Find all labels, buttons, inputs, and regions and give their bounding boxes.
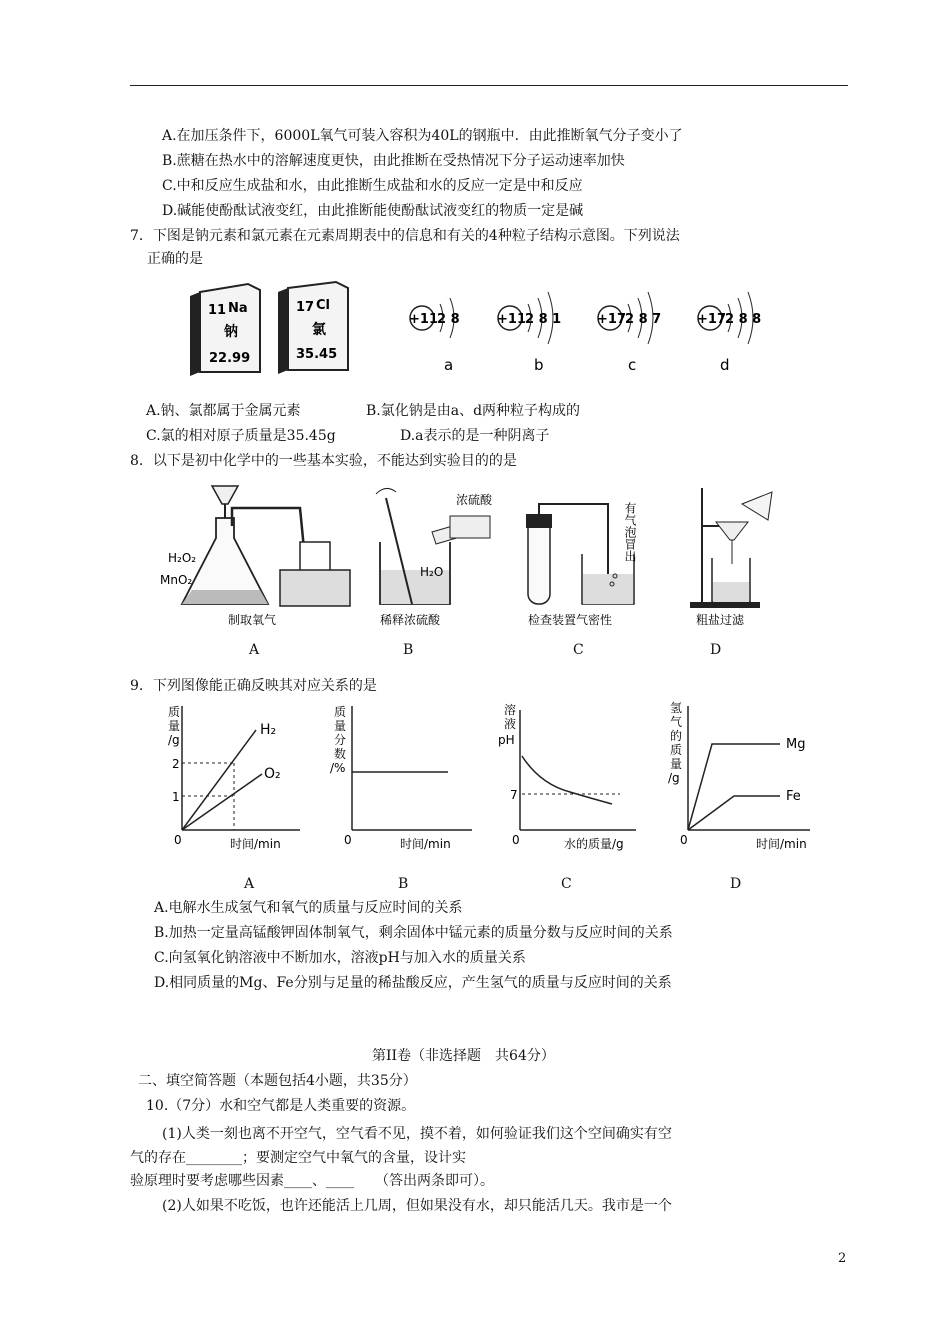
svg-text:的: 的 — [670, 729, 683, 743]
label-o2: O₂ — [264, 766, 281, 782]
element-card-cl — [278, 282, 348, 374]
experiment-d — [690, 488, 772, 627]
q9-letter-a: A — [244, 876, 255, 892]
particle-label-c: c — [628, 356, 637, 374]
q10-1-line1: (1)人类一刻也离不开空气，空气看不见，摸不着，如何验证我们这个空间确实有空 — [162, 1126, 672, 1142]
xlabel-d: 时间/min — [756, 837, 807, 851]
part2-title: 第II卷（非选择题 共64分） — [372, 1048, 555, 1064]
q8-letter-d: D — [710, 642, 722, 658]
caption-b: 稀释浓硫酸 — [380, 613, 441, 627]
q9-letter-d: D — [730, 876, 742, 892]
label-mg: Mg — [786, 737, 806, 752]
label-fe: Fe — [786, 789, 801, 804]
svg-text:/g: /g — [168, 733, 180, 747]
particle-label-b: b — [534, 356, 544, 374]
header-rule — [130, 85, 848, 86]
svg-text:+17: +17 — [697, 312, 726, 327]
svg-text:氢: 氢 — [670, 701, 683, 715]
xlabel-c: 水的质量/g — [564, 837, 624, 851]
q9-option-d: D.相同质量的Mg、Fe分别与足量的稀盐酸反应，产生氢气的质量与反应时间的关系 — [154, 975, 672, 991]
svg-text:2 8 8: 2 8 8 — [725, 312, 762, 327]
q9-option-a: A.电解水生成氢气和氧气的质量与反应时间的关系 — [154, 900, 463, 916]
q7-stem-line1: 7．下图是钠元素和氯元素在元素周期表中的信息和有关的4种粒子结构示意图。下列说法 — [130, 228, 680, 244]
svg-text:/g: /g — [668, 771, 680, 785]
graph-a — [168, 704, 300, 851]
na-mass: 22.99 — [209, 351, 251, 366]
svg-text:+11: +11 — [497, 312, 526, 327]
particle-d — [697, 292, 761, 374]
q6-option-d: D.碱能使酚酞试液变红，由此推断能使酚酞试液变红的物质一定是碱 — [162, 203, 584, 219]
svg-text:pH: pH — [498, 733, 515, 747]
page-number: 2 — [838, 1251, 847, 1266]
series-o2 — [182, 774, 262, 830]
graph-c — [498, 702, 636, 851]
q7-option-d: D.a表示的是一种阴离子 — [400, 428, 550, 444]
tick-1: 1 — [172, 790, 180, 804]
label-h2o2: H₂O₂ — [168, 551, 197, 565]
svg-text:0: 0 — [512, 833, 520, 847]
tick-0: 0 — [174, 833, 182, 847]
q10-stem: 10.（7分）水和空气都是人类重要的资源。 — [146, 1098, 416, 1114]
q7-option-a: A.钠、氯都属于金属元素 — [146, 403, 301, 419]
q7-figure — [188, 278, 778, 380]
element-card-na — [190, 284, 260, 376]
particle-label-a: a — [444, 356, 454, 374]
svg-text:量: 量 — [168, 719, 181, 733]
q9-option-c: C.向氢氧化钠溶液中不断加水，溶液pH与加入水的质量关系 — [154, 950, 526, 966]
xlabel-a: 时间/min — [230, 837, 281, 851]
q8-stem: 8．以下是初中化学中的一些基本实验，不能达到实验目的的是 — [130, 453, 517, 469]
q8-letter-a: A — [249, 642, 260, 658]
label-h2: H₂ — [260, 722, 277, 738]
particle-b — [497, 292, 561, 374]
caption-a: 制取氧气 — [228, 613, 277, 627]
svg-text:质: 质 — [334, 705, 347, 719]
graph-d — [668, 701, 810, 851]
na-symbol: Na — [228, 301, 248, 316]
svg-text:2 8 7: 2 8 7 — [625, 312, 662, 327]
caption-c: 检查装置气密性 — [528, 613, 613, 627]
q9-letter-c: C — [561, 876, 572, 892]
svg-text:分: 分 — [334, 733, 347, 747]
label-bubbles: 有气泡冒出 — [623, 502, 637, 562]
q9-stem: 9．下列图像能正确反映其对应关系的是 — [130, 678, 377, 694]
svg-text:2 8 1: 2 8 1 — [525, 312, 562, 327]
series-h2 — [182, 730, 256, 830]
tick-2: 2 — [172, 757, 180, 771]
q6-option-a: A.在加压条件下，6000L氧气可装入容积为40L的钢瓶中．由此推断氧气分子变小了 — [162, 128, 683, 144]
cl-name: 氯 — [312, 322, 326, 338]
q9-option-b: B.加热一定量高锰酸钾固体制氧气，剩余固体中锰元素的质量分数与反应时间的关系 — [154, 925, 673, 941]
q7-option-b: B.氯化钠是由a、d两种粒子构成的 — [366, 403, 581, 419]
series-ph — [522, 756, 612, 804]
q8-figure — [150, 478, 810, 658]
experiment-b — [376, 488, 493, 627]
svg-text:量: 量 — [670, 757, 683, 771]
xlabel-b: 时间/min — [400, 837, 451, 851]
q10-2-line1: (2)人如果不吃饭，也许还能活上几周，但如果没有水，却只能活几天。我市是一个 — [162, 1198, 672, 1214]
graph-b — [330, 704, 472, 851]
svg-text:溶: 溶 — [504, 703, 517, 717]
q7-option-c: C.氯的相对原子质量是35.45g — [146, 428, 336, 444]
q10-1-line3: 验原理时要考虑哪些因素____、____ （答出两条即可）。 — [130, 1173, 494, 1189]
na-number: 11 — [208, 303, 227, 318]
svg-text:+17: +17 — [597, 312, 626, 327]
series-mg — [688, 744, 780, 830]
particle-c — [597, 292, 661, 374]
q10-1-line2: 气的存在________；要测定空气中氧气的含量，设计实 — [130, 1150, 466, 1166]
label-conc-acid: 浓硫酸 — [456, 493, 493, 507]
na-name: 钠 — [224, 324, 238, 340]
svg-text:气: 气 — [670, 715, 683, 729]
svg-text:质: 质 — [168, 705, 181, 719]
q8-letter-c: C — [573, 642, 584, 658]
experiment-c — [526, 502, 637, 627]
experiment-a — [160, 486, 350, 627]
svg-text:/%: /% — [330, 761, 346, 775]
cl-symbol: Cl — [316, 298, 330, 313]
tick-7: 7 — [510, 788, 518, 802]
svg-text:0: 0 — [680, 833, 688, 847]
svg-text:0: 0 — [344, 833, 352, 847]
q6-option-c: C.中和反应生成盐和水，由此推断生成盐和水的反应一定是中和反应 — [162, 178, 583, 194]
svg-text:液: 液 — [504, 717, 517, 731]
q7-stem-line2: 正确的是 — [147, 251, 203, 267]
q6-option-b: B.蔗糖在热水中的溶解速度更快，由此推断在受热情况下分子运动速率加快 — [162, 153, 625, 169]
particle-label-d: d — [720, 356, 730, 374]
q8-letter-b: B — [403, 642, 414, 658]
particle-a — [409, 298, 460, 374]
svg-text:数: 数 — [334, 747, 347, 761]
q9-figure — [160, 700, 830, 860]
q9-letter-b: B — [398, 876, 409, 892]
label-mno2: MnO₂ — [160, 573, 193, 587]
series-fe — [688, 796, 780, 830]
svg-text:质: 质 — [670, 743, 683, 757]
label-h2o: H₂O — [420, 565, 444, 579]
part2-section: 二、填空简答题（本题包括4小题，共35分） — [138, 1073, 417, 1089]
svg-text:量: 量 — [334, 719, 347, 733]
cl-number: 17 — [296, 300, 315, 315]
svg-text:2 8: 2 8 — [437, 312, 460, 327]
caption-d: 粗盐过滤 — [696, 613, 745, 627]
svg-text:+11: +11 — [409, 312, 438, 327]
cl-mass: 35.45 — [296, 347, 338, 362]
